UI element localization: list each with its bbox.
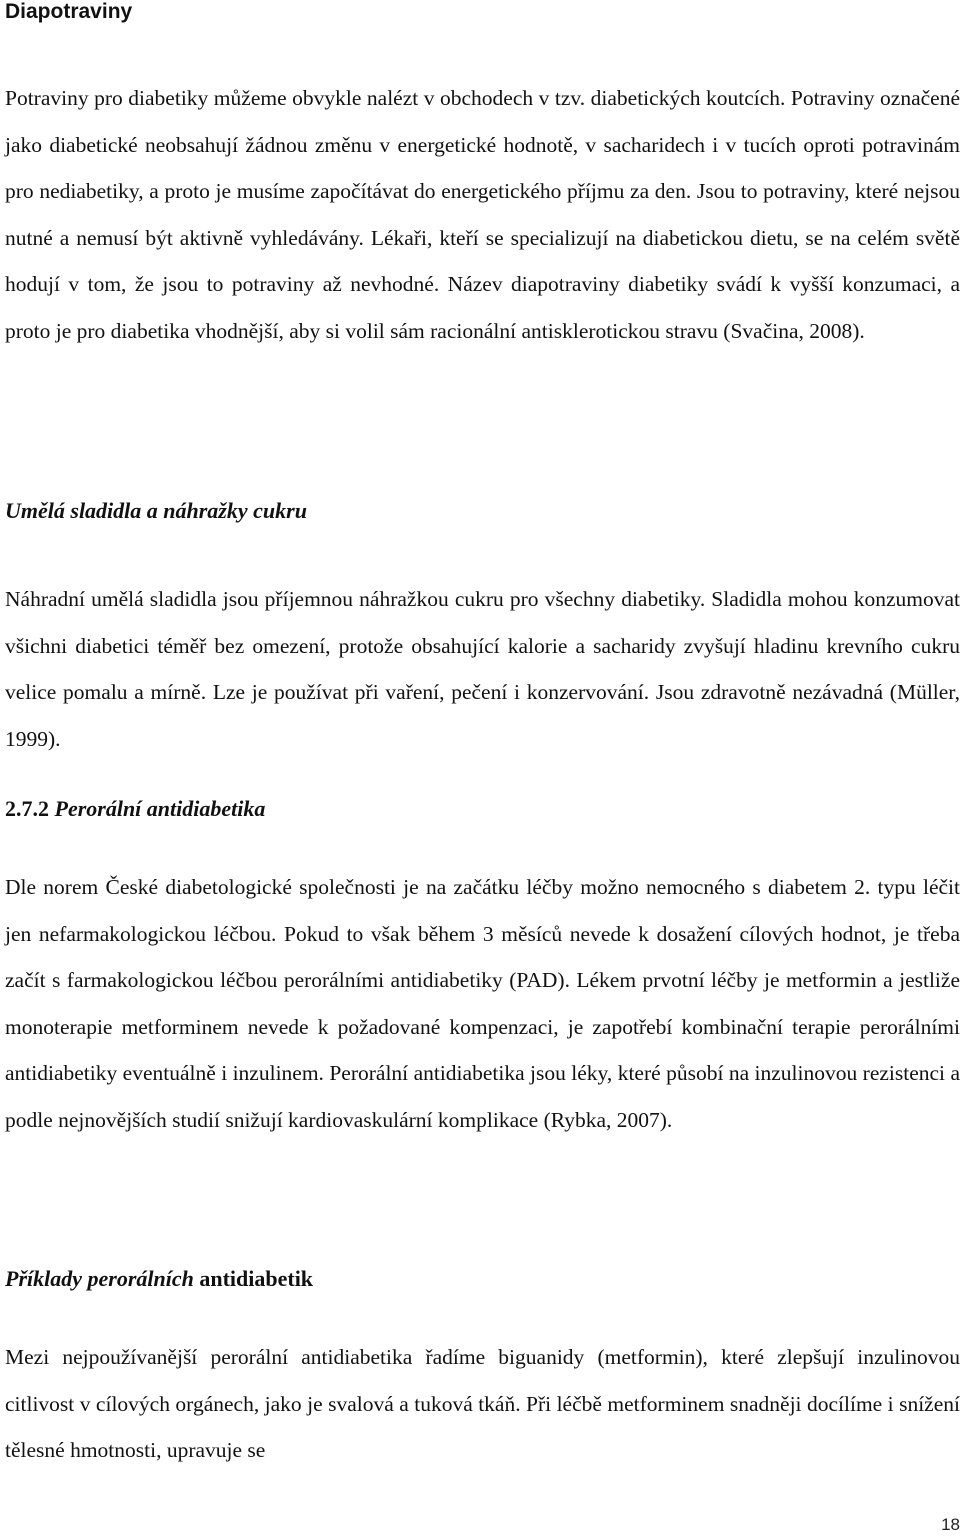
section-number: 2.7.2 xyxy=(5,796,49,821)
section-title: Perorální antidiabetika xyxy=(54,796,266,821)
heading-priklady xyxy=(5,1266,313,1292)
heading-priklady-rest: antidiabetik xyxy=(199,1266,314,1291)
paragraph-peroralni-antidiabetika: Dle norem České diabetologické společnosti je na začátku léčby možno nemocného s diabetem 2. typu léčit jen nefarmakologickou léčbou. Pokud to však během 3 měsíců nevede k dosažení cílových hodnot, je třeba začít s farmakologickou léčbou perorálními antidiabetiky (PAD). Lékem prvotní léčby je metformin a jestliže monoterapie metforminem nevede k požadované kompenzaci, je zapotřebí kombinační terapie perorálními antidiabetiky eventuálně i inzulinem. Perorální antidiabetika jsou léky, které působí na inzulinovou rezistenci a podle nejnovějších studií snižují kardiovaskulární komplikace (Rybka, 2007). xyxy=(5,875,960,1132)
paragraph-diapotraviny: Potraviny pro diabetiky můžeme obvykle nalézt v obchodech v tzv. diabetických koutcích. Potraviny označené jako diabetické neobsahují žádnou změnu v energetické hodnotě, v sacharidech i v tucích oproti potravinám pro nediabetiky, a proto je musíme započítávat do energetického příjmu za den. Jsou to potraviny, které nejsou nutné a nemusí být aktivně vyhledávány. Lékaři, kteří se specializují na diabetickou dietu, se na celém světě hodují v tom, že jsou to potraviny až nevhodné. Název diapotraviny diabetiky svádí k vyšší konzumaci, a proto je pro diabetika vhodnější, aby si volil sám racionální antisklerotickou stravu (Svačina, 2008). xyxy=(5,86,960,343)
page-number: 18 xyxy=(941,1515,960,1534)
heading-peroralni-antidiabetika xyxy=(5,796,265,822)
heading-priklady-italic: Příklady perorálních xyxy=(5,1266,194,1291)
paragraph-priklady: Mezi nejpoužívanější perorální antidiabetika řadíme biguanidy (metformin), které zlepšují inzulinovou citlivost v cílových orgánech, jako je svalová a tuková tkáň. Při léčbě metforminem snadněji docílíme i snížení tělesné hmotnosti, upravuje se xyxy=(5,1345,960,1462)
document-page xyxy=(5,0,960,1539)
heading-sladidla: Umělá sladidla a náhražky cukru xyxy=(5,498,307,523)
paragraph-sladidla: Náhradní umělá sladidla jsou příjemnou náhražkou cukru pro všechny diabetiky. Sladidla mohou konzumovat všichni diabetici téměř bez omezení, protože obsahující kalorie a sacharidy zvyšují hladinu krevního cukru velice pomalu a mírně. Lze je používat při vaření, pečení i konzervování. Jsou zdravotně nezávadná (Müller, 1999). xyxy=(5,587,960,751)
heading-diapotraviny: Diapotraviny xyxy=(5,0,133,23)
